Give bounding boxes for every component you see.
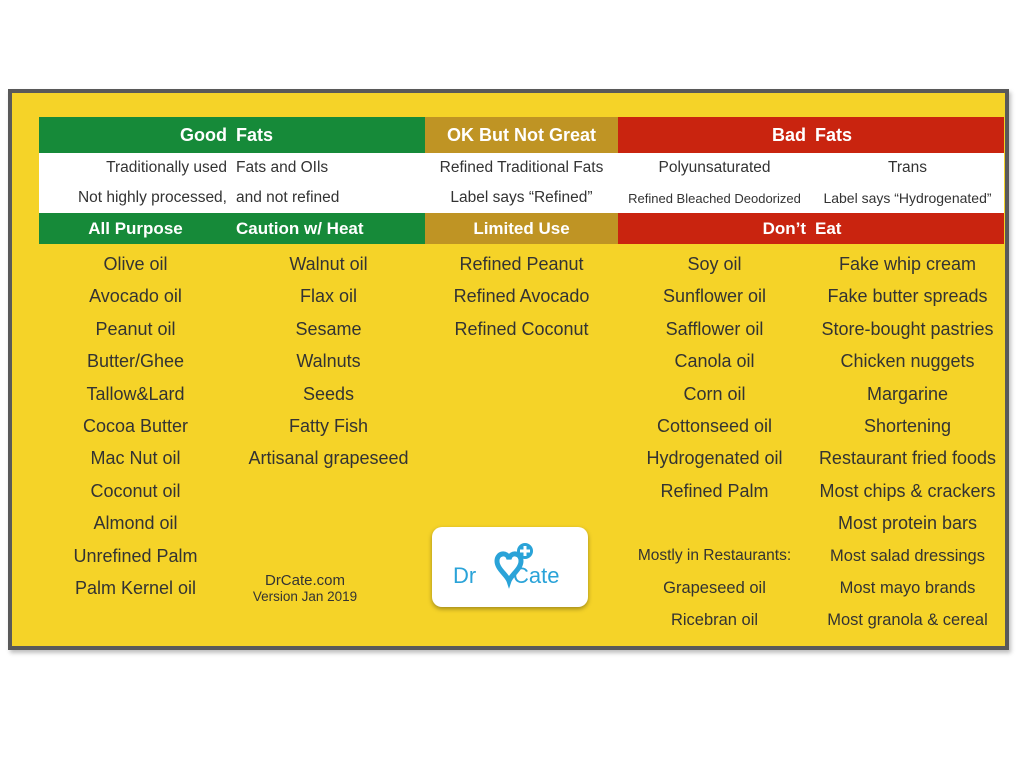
list-item: Butter/Ghee: [86, 351, 185, 372]
list-item: Peanut oil: [95, 318, 176, 339]
bad-header: Bad: [618, 117, 811, 153]
fats-chart-board: [8, 89, 1009, 650]
list-item: Almond oil: [93, 513, 178, 534]
list-item: Refined Palm: [660, 480, 769, 501]
description-cell: Not highly processed,: [77, 189, 227, 206]
list-item: Grapeseed oil: [663, 578, 766, 597]
list-item: Margarine: [866, 383, 949, 404]
list-item: Mac Nut oil: [90, 448, 181, 469]
list-item: Fake butter spreads: [827, 286, 988, 307]
description-cell: Refined Bleached Deodorized: [628, 190, 801, 206]
description-cell: Refined Traditional Fats: [439, 159, 604, 176]
caution-header: Caution w/ Heat: [232, 213, 425, 244]
dr-cate-logo: [432, 527, 588, 607]
description-cell: and not refined: [236, 189, 340, 206]
list-item: Tallow&Lard: [86, 383, 185, 404]
logo-text-cate: Cate: [513, 563, 560, 588]
list-item: Shortening: [863, 415, 952, 436]
eat-header: Eat: [811, 213, 1004, 244]
list-item: Unrefined Palm: [73, 545, 198, 566]
good-fats-header: Fats: [232, 117, 425, 153]
list-item: Canola oil: [674, 351, 755, 372]
dont-eat-list-1: [618, 248, 811, 637]
list-item: Most granola & cereal: [827, 611, 988, 630]
list-item: Most mayo brands: [839, 578, 976, 597]
limited-use-list: [425, 248, 618, 345]
description-cell: Traditionally used: [106, 159, 227, 176]
list-item: Sunflower oil: [662, 286, 767, 307]
good-header: Good: [39, 117, 232, 153]
list-item: Artisanal grapeseed: [248, 448, 409, 469]
list-item: Refined Coconut: [454, 318, 589, 339]
list-item: Cocoa Butter: [82, 415, 189, 436]
ok-header: OK But Not Great: [425, 117, 618, 153]
description-cell: Fats and OIls: [236, 159, 329, 176]
description-cell: Polyunsaturated: [658, 159, 771, 176]
credit-block: [240, 572, 370, 604]
list-item: Walnuts: [296, 351, 361, 372]
limited-use-header: Limited Use: [425, 213, 618, 244]
list-item: Fatty Fish: [288, 415, 368, 436]
list-item: Restaurant fried foods: [818, 448, 997, 469]
list-item: Olive oil: [103, 254, 168, 274]
dont-header: Don’t: [618, 213, 811, 244]
list-item: Mostly in Restaurants:: [637, 546, 792, 564]
list-item: Coconut oil: [90, 480, 181, 501]
list-item: Soy oil: [687, 254, 742, 274]
bad-fats-header: Fats: [811, 117, 1004, 153]
list-item: Corn oil: [683, 383, 746, 404]
list-item: Store-bought pastries: [821, 318, 994, 339]
site-link[interactable]: DrCate.com: [264, 572, 346, 589]
description-cell: Label says “Hydrogenated”: [823, 190, 992, 206]
list-item: Flax oil: [299, 286, 357, 307]
logo-text-dr: Dr: [453, 563, 477, 588]
list-item: Chicken nuggets: [840, 351, 975, 372]
list-item: Most salad dressings: [830, 546, 985, 565]
description-cell: Label says “Refined”: [450, 189, 593, 206]
all-purpose-header: All Purpose: [39, 213, 232, 244]
version-label: Version Jan 2019: [252, 589, 358, 604]
list-item: Palm Kernel oil: [74, 577, 197, 598]
list-item: Ricebran oil: [670, 611, 759, 630]
list-item: Hydrogenated oil: [646, 448, 783, 469]
list-item: Refined Peanut: [459, 254, 584, 274]
logo-graphic: [445, 537, 575, 597]
list-item: Sesame: [295, 318, 362, 339]
usage-header-row: [39, 213, 1004, 244]
dont-eat-list-2: [811, 248, 1004, 637]
list-item: Safflower oil: [665, 318, 764, 339]
list-item: Cottonseed oil: [656, 415, 773, 436]
list-item: Seeds: [302, 383, 355, 404]
description-row-2: [39, 183, 1004, 213]
list-item: Most protein bars: [837, 513, 978, 534]
list-item: Walnut oil: [289, 254, 368, 274]
list-item: Fake whip cream: [838, 254, 977, 274]
caution-list: [232, 248, 425, 475]
category-header-row: [39, 117, 1004, 153]
list-item: Most chips & crackers: [819, 480, 996, 501]
description-row-1: [39, 153, 1004, 183]
description-cell: Trans: [887, 159, 928, 176]
all-purpose-list: [39, 248, 232, 604]
list-item: Avocado oil: [89, 286, 182, 307]
list-item: Refined Avocado: [453, 286, 590, 307]
